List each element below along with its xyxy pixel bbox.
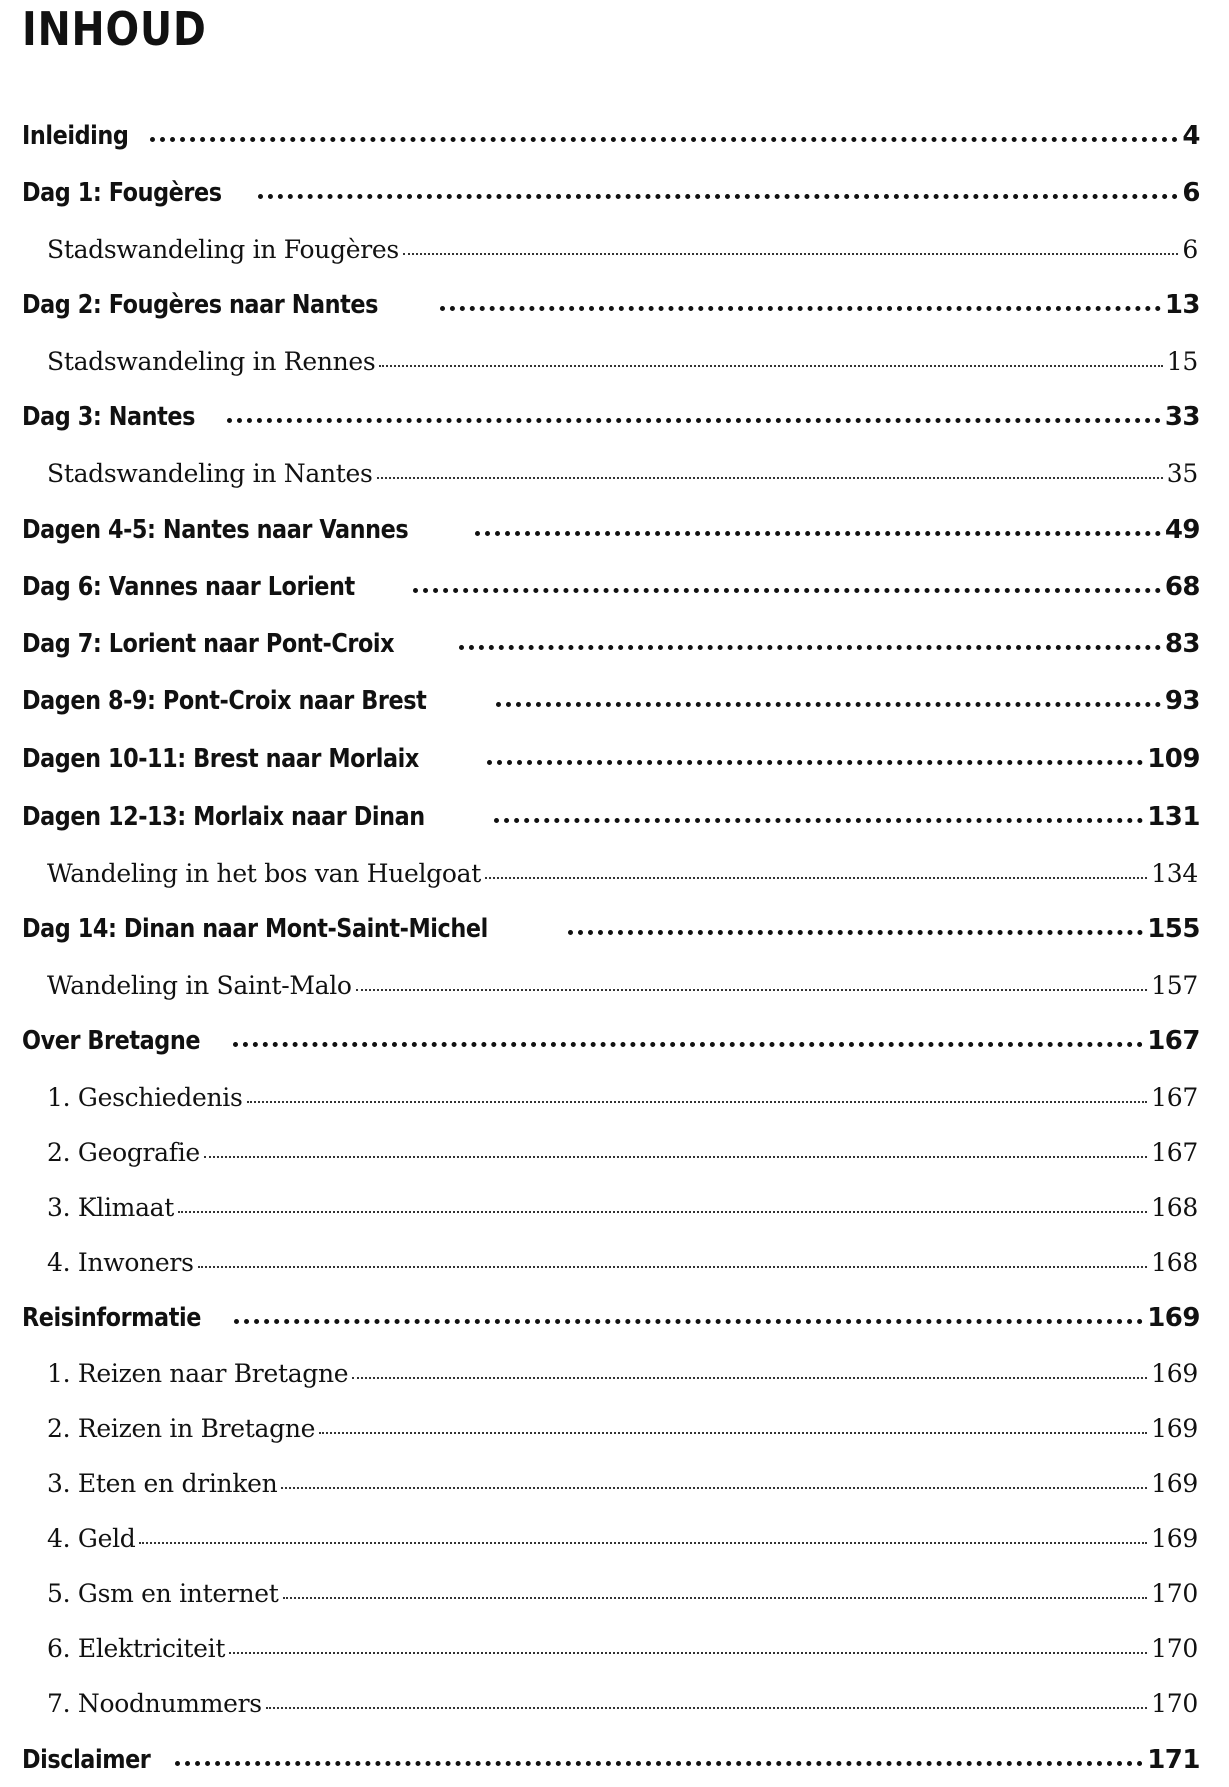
toc-entry-label: Stadswandeling in Nantes [47,459,373,488]
toc-section-entry[interactable] [47,971,1198,1003]
toc-entry-label: Dagen 10-11: Brest naar Morlaix [22,744,419,774]
toc-page-number: 169 [1151,1524,1198,1553]
toc-chapter-entry[interactable] [22,1303,1200,1337]
toc-entry-label: Over Bretagne [22,1026,201,1056]
toc-page-number: 6 [1182,178,1200,208]
toc-chapter-entry[interactable] [22,1745,1200,1779]
toc-entry-label: Disclaimer [22,1745,151,1775]
toc-page-number: 33 [1164,402,1200,432]
toc-section-entry[interactable] [47,859,1198,891]
toc-chapter-entry[interactable] [22,572,1200,606]
toc-page-number: 134 [1151,859,1198,888]
toc-entry-label: 6. Elektriciteit [47,1634,226,1663]
toc-page-number: 167 [1147,1026,1200,1056]
dot-leader [379,358,1162,368]
dot-leader [266,1700,1147,1710]
dot-leader [227,410,1161,423]
toc-entry-label: Dagen 8-9: Pont-Croix naar Brest [22,686,427,716]
toc-section-entry[interactable] [47,459,1198,491]
toc-entry-label: Dag 14: Dinan naar Mont-Saint-Michel [22,914,488,944]
toc-page-number: 35 [1166,459,1198,488]
toc-page-number: 4 [1182,121,1200,151]
toc-page-number: 13 [1164,290,1200,320]
toc-chapter-entry[interactable] [22,629,1200,663]
toc-entry-label: 1. Reizen naar Bretagne [47,1359,349,1388]
toc-section-entry[interactable] [47,235,1198,267]
toc-entry-label: 5. Gsm en internet [47,1579,279,1608]
toc-page-number: 131 [1147,802,1200,832]
toc-entry-label: 7. Noodnummers [47,1689,262,1718]
dot-leader [198,1259,1148,1269]
toc-chapter-entry[interactable] [22,402,1200,436]
toc-chapter-entry[interactable] [22,802,1200,836]
dot-leader [352,1370,1147,1380]
toc-entry-label: 1. Geschiedenis [47,1083,243,1112]
dot-leader [403,246,1178,256]
toc-section-entry[interactable] [47,1689,1198,1721]
dot-leader [204,1149,1147,1159]
toc-entry-label: Stadswandeling in Rennes [47,347,376,376]
toc-section-entry[interactable] [47,1359,1198,1391]
toc-section-entry[interactable] [47,1524,1198,1556]
dot-leader [233,1034,1143,1047]
dot-leader [281,1480,1147,1490]
toc-page-number: 167 [1151,1138,1198,1167]
toc-page-number: 49 [1164,515,1200,545]
toc-entry-label: 2. Geografie [47,1138,200,1167]
toc-entry-label: Dag 2: Fougères naar Nantes [22,290,379,320]
toc-page-number: 93 [1164,686,1200,716]
toc-page-number: 168 [1151,1193,1198,1222]
toc-chapter-entry[interactable] [22,744,1200,778]
dot-leader [459,637,1161,650]
toc-entry-label: 3. Klimaat [47,1193,175,1222]
toc-entry-label: Reisinformatie [22,1303,201,1333]
dot-leader [258,186,1178,199]
toc-entry-label: Wandeling in het bos van Huelgoat [47,859,482,888]
toc-entry-label: Inleiding [22,121,129,151]
dot-leader [319,1425,1147,1435]
toc-entry-label: Stadswandeling in Fougères [47,235,399,264]
toc-page-number: 68 [1164,572,1200,602]
toc-chapter-entry[interactable] [22,290,1200,324]
dot-leader [487,752,1143,765]
toc-chapter-entry[interactable] [22,515,1200,549]
toc-page-number: 157 [1151,971,1198,1000]
toc-chapter-entry[interactable] [22,914,1200,948]
toc-chapter-entry[interactable] [22,121,1200,155]
dot-leader [440,298,1161,311]
toc-chapter-entry[interactable] [22,686,1200,720]
dot-leader [283,1590,1148,1600]
dot-leader [178,1204,1147,1214]
toc-page-number: 169 [1151,1469,1198,1498]
toc-page-number: 6 [1182,235,1198,264]
toc-page-number: 170 [1151,1579,1198,1608]
toc-page-number: 169 [1147,1303,1200,1333]
toc-section-entry[interactable] [47,347,1198,379]
dot-leader [229,1645,1147,1655]
toc-page-number: 170 [1151,1689,1198,1718]
toc-page-number: 155 [1147,914,1200,944]
page-title: INHOUD [22,2,207,56]
toc-entry-label: Dag 7: Lorient naar Pont-Croix [22,629,395,659]
dot-leader [494,810,1143,823]
toc-page-number: 169 [1151,1359,1198,1388]
dot-leader [150,129,1179,142]
toc-section-entry[interactable] [47,1634,1198,1666]
toc-chapter-entry[interactable] [22,178,1200,212]
dot-leader [247,1094,1148,1104]
toc-section-entry[interactable] [47,1579,1198,1611]
toc-page-number: 167 [1151,1083,1198,1112]
toc-entry-label: Dag 3: Nantes [22,402,196,432]
toc-entry-label: 2. Reizen in Bretagne [47,1414,316,1443]
toc-entry-label: Dag 6: Vannes naar Lorient [22,572,355,602]
toc-page-number: 15 [1166,347,1198,376]
toc-page-number: 109 [1147,744,1200,774]
toc-chapter-entry[interactable] [22,1026,1200,1060]
dot-leader [175,1753,1143,1766]
toc-section-entry[interactable] [47,1138,1198,1170]
dot-leader [377,470,1163,480]
dot-leader [485,870,1147,880]
toc-section-entry[interactable] [47,1083,1198,1115]
toc-entry-label: 4. Geld [47,1524,136,1553]
toc-section-entry[interactable] [47,1248,1198,1280]
toc-page-number: 83 [1164,629,1200,659]
toc-entry-label: Dag 1: Fougères [22,178,222,208]
dot-leader [568,922,1144,935]
toc-entry-label: 3. Eten en drinken [47,1469,278,1498]
dot-leader [413,580,1161,593]
toc-entry-label: Dagen 4-5: Nantes naar Vannes [22,515,409,545]
toc-entry-label: Dagen 12-13: Morlaix naar Dinan [22,802,425,832]
dot-leader [496,694,1161,707]
toc-entry-label: Wandeling in Saint-Malo [47,971,352,1000]
toc-section-entry[interactable] [47,1469,1198,1501]
toc-section-entry[interactable] [47,1193,1198,1225]
dot-leader [475,523,1161,536]
toc-page-number: 169 [1151,1414,1198,1443]
toc-entry-label: 4. Inwoners [47,1248,194,1277]
toc-page-number: 168 [1151,1248,1198,1277]
dot-leader [139,1535,1147,1545]
dot-leader [356,982,1147,992]
dot-leader [234,1311,1143,1324]
toc-section-entry[interactable] [47,1414,1198,1446]
toc-page-number: 171 [1147,1745,1200,1775]
toc-page-number: 170 [1151,1634,1198,1663]
